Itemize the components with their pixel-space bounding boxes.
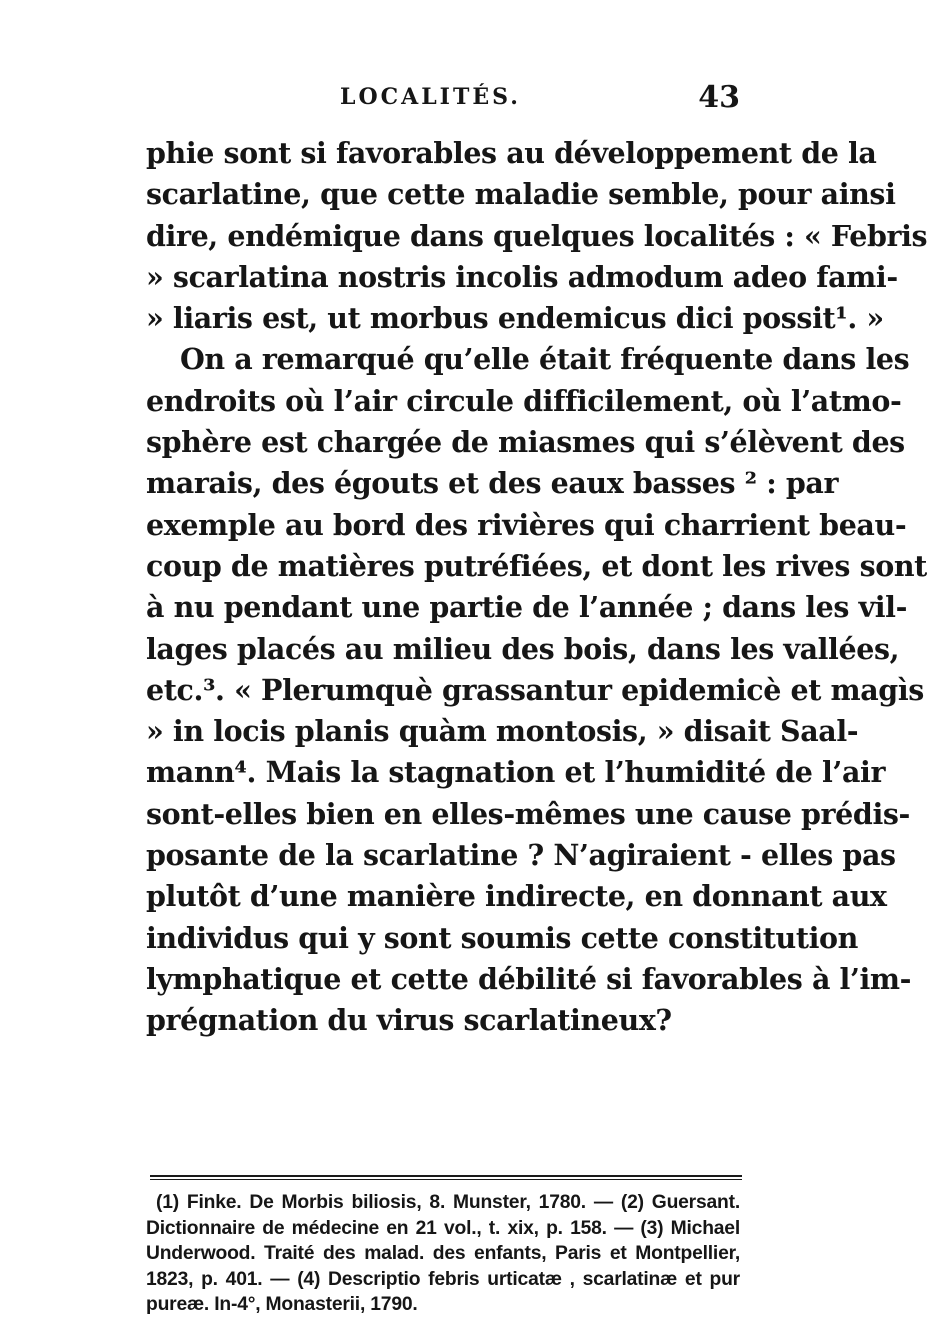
- text-line: plutôt d’une manière indirecte, en donnant aux: [146, 879, 887, 914]
- text-line: etc.³. « Plerumquè grassantur epidemicè et magìs: [146, 672, 924, 707]
- text-line: sphère est chargée de miasmes qui s’élèvent des: [146, 425, 905, 460]
- footnote-line: pureæ. In-4°, Monasterii, 1790.: [146, 1294, 418, 1315]
- text-line: scarlatine, que cette maladie semble, pour ainsi: [146, 177, 896, 212]
- text-line: à nu pendant une partie de l’année ; dans les vil-: [146, 590, 908, 625]
- footnote-line: 1823, p. 401. — (4) Descriptio febris urticatæ , scarlatinæ et pur: [146, 1268, 740, 1290]
- text-line: sont-elles bien en elles-mêmes une cause prédis-: [146, 796, 910, 831]
- text-line: phie sont si favorables au développement de la: [146, 136, 877, 170]
- text-line: coup de matières putréfiées, et dont les rives sont: [146, 548, 927, 583]
- footnote-divider-thin: [150, 1179, 742, 1180]
- text-line: » scarlatina nostris incolis admodum adeo fami-: [146, 259, 898, 294]
- text-line: endroits où l’air circule difficilement, où l’atmo-: [146, 383, 902, 418]
- text-line: » in locis planis quàm montosis, » disait Saal-: [146, 714, 859, 749]
- page-header: [150, 80, 740, 120]
- text-line: exemple au bord des rivières qui charrient beau-: [146, 507, 907, 542]
- page-number: 43: [698, 80, 740, 115]
- text-line: On a remarqué qu’elle était fréquente dans les: [180, 342, 910, 377]
- text-line: mann⁴. Mais la stagnation et l’humidité de l’air: [146, 755, 886, 790]
- footnote-line: (1) Finke. De Morbis biliosis, 8. Munster, 1780. — (2) Guersant.: [156, 1192, 740, 1213]
- text-line: marais, des égouts et des eaux basses ² : par: [146, 466, 839, 501]
- text-line: individus qui y sont soumis cette constitution: [146, 920, 858, 955]
- footnote-divider: [150, 1175, 742, 1177]
- running-title: LOCALITÉS.: [340, 84, 521, 110]
- text-line: prégnation du virus scarlatineux?: [146, 1003, 672, 1038]
- footnote-line: Underwood. Traité des malad. des enfants, Paris et Montpellier,: [146, 1243, 740, 1264]
- text-line: lages placés au milieu des bois, dans les vallées,: [146, 631, 900, 666]
- footnotes: [146, 1190, 740, 1318]
- text-line: » liaris est, ut morbus endemicus dici possit¹. »: [146, 301, 884, 336]
- text-line: lymphatique et cette débilité si favorables à l’im-: [146, 961, 912, 996]
- text-line: dire, endémique dans quelques localités : « Febris: [146, 218, 927, 253]
- body-text: [146, 133, 927, 1042]
- footnote-line: Dictionnaire de médecine en 21 vol., t. xix, p. 158. — (3) Michael: [146, 1217, 740, 1239]
- text-line: posante de la scarlatine ? N’agiraient - elles pas: [146, 838, 896, 873]
